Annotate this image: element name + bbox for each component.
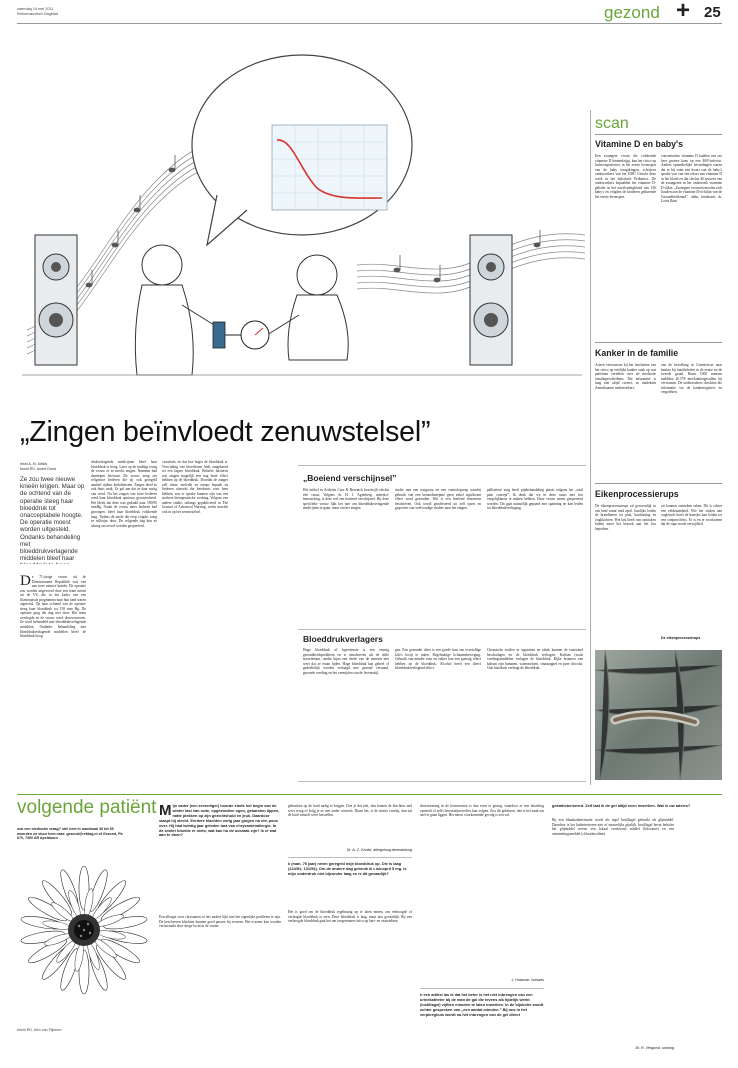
eiken-caption: De eikenprocessierups (661, 636, 701, 640)
question-3-cont: gekatheteriseerd. Zelf laat ik de gel altijd even inwerken. Wat is uw advies? (552, 804, 691, 808)
eiken-title: Eikenprocessierups (595, 489, 679, 499)
article-intro: Ze zou twee nieuwe knieën krijgen. Maar op de ochtend van de operatie steeg haar bloeddruk tot onacceptabele hoogte. De operatie moest worden uitgesteld. Ondanks behandeling met bloeddrukverlagende middelen bleef haar (20, 476, 85, 563)
answer-1-signature: Dr. A. C. Knulst, allergoloog-dermatoloog (346, 848, 412, 852)
article-col-1: De 71-jarige vrouw uit de Dominicaanse Republiek was van aan twee nieuwe knieën. De operatie zou worden uitgevoerd door een team artsen uit de VS, die in het kader van een filantropisch programma naar hun land waren afgereisd. Op haar ochtend van de operatie steeg haar bloeddruk tot 150 mm Hg. De operatie ging die dag niet door. Het team overlegde en de vrouw werd doorverwezen. Ze werd behandeld met bloeddrukverlagende middelen. Ondanks behandeling met bloeddrukverlagende middelen bleef de bloeddruk hoog. (20, 575, 86, 639)
bloeddruk-col-2: gen. Een gezonder dieet is een goede start om overtollige kilo's kwijt te raken. Regelmatige lichaamsbeweging. Gebruik van minder zout en suiker kan een gunstig effect hebben op de bloeddruk. Alcohol heeft een direct bloeddrukverhogend effect. (395, 648, 481, 671)
dropcap: D (20, 575, 31, 589)
scan-col-1: Een zwangere vrouw die voldoende vitamine D binnenkrijgt, kan het risico op luchtweginfecties in het eerste levensjaar van de baby terugdringen, schrijven onderzoekers van het UMC Utrecht deze week in het tijdschrift Pediatrics. De onderzoekers bepaalden het vitamine D-gehalte in het navelstrengbloed van 156 baby's en volgden de kinderen gedurende het eerste levensjaar. (595, 154, 656, 199)
scan-col-2: concentraties vitamine D hadden een zes keer grotere kans op een RSV-infectie. Andere opmerkelijke bevindingen waren dat er bij ruim een kwart van de baby's sprake was van een tekort aan vitamine D in het bloed en dat slechts 46 procent van de zwangeren in het onderzoek vitamine D slikte. „Zwangere vrouwen moeten zich houden aan de vitamine D-richtlijn van de Gezondheidsraad”, aldus kinderarts dr. Louis Bont. (661, 154, 722, 204)
patient-intro: ook een medische vraag? stel hem in maximaal 30 tot 35 woorden en stuur hem naar: gezond@refdag.nl of Gezond, Pb 670, 7300 AR Apeldoorn (17, 827, 123, 841)
byline-photo: beeld RD, André Dorst (20, 467, 56, 471)
answer-1-cont: gebruiken op de huid nadig te krijgen. Doe je dat niet, dan komen de klachten snel weer terug of krijg je ze niet onder controle. Duurt het, is de winter voorbij, dan zal de huid vanzelf weer herstellen. (288, 804, 412, 818)
answer-2-signature: J. Huisman, huisarts (511, 978, 544, 982)
plus-icon: + (676, 0, 691, 24)
scan-title: Vitamine D en baby's (595, 139, 683, 149)
box-dot-rule (298, 464, 586, 467)
eiken-col-2: uit kunnen ontstoken raken. Dit is echter een zeldzaamheid. Wie het stoken aan oogletsels heeft de haartjes kan leiden tot een conjunctivitis. Er is en te voorkomen dat de rups wordt verwijderd. (661, 504, 722, 527)
page-number: 25 (704, 4, 721, 21)
singer-figure (135, 245, 222, 375)
scan-rule (595, 134, 722, 135)
speech-bubble (192, 55, 412, 245)
masthead-paper: Reformatorisch Dagblad (17, 12, 58, 16)
question-1: Mijn vader (een zeventiger) hoorde sinds het begin van de winter last van rode, opgezwollen ogen, gebarsten lippen, natte plekken op zijn gezichtshuid en jeuk. Daardoor slaapt hij slecht. Eerdere klachten vorig jaar gingen na een poos over. Hij had twintig jaar geleden last van chrysantenallergie. In de winter bloeide er niets; wat kan hu de oorzaak zijn? Is er wat aan te doen? (159, 804, 280, 838)
answer-1: Een allergie voor chrysanten of iets anders lijkt niet het eigenlijke probleem te zijn. De beschreven klachten kunnen goed passen bij eczeem. Het eczeem kan worden veroorzaakt door droge lucht in de winter. (159, 915, 281, 929)
bloeddruk-col-3: Chemische stoffen in sigaretten en tabak kunnen de vaatwand beschadigen en de bloeddruk verhogen. Kalium (zoals voedingsmiddelen verlagen de bloeddruk. Rijke bronnen van kalium zijn bananen, watermeloen, sinaasappel en pure chocola. Ook knoflook verlaagt de bloeddruk. (487, 648, 583, 671)
dropcap: M (159, 804, 172, 819)
eiken-rule (595, 483, 722, 484)
main-headline: „Zingen beïnvloedt zenuwstelsel” (20, 416, 431, 448)
bloeddruk-col-1: Hoge bloeddruk of hypertensie is een ernstig gezondheidsprobleem en is omschreven als de stille moordenaar, omdat bijna een derde van de mensen niet weet dat ze eraan lijden. Hoge bloeddruk kan geheel of gedeeltelijk worden verlaagd met gezond verstand, gezonde voeding en het vermijden van de levensstijl. (303, 648, 389, 675)
kanker-title: Kanker in de familie (595, 348, 679, 358)
answer-2: Het is goed om de bloeddruk regelmatig op te laten meten, om verhoogde of verlaagde bloeddruk te zien. Deze bloeddruk is laag, maar niet gevaarlijk. Bij een verhoogde bloeddruk gaat het om toegenomen risico op hart- en vaatziekten. (288, 910, 412, 924)
article-col-4: Het artikel in Arthritis Care & Research beschrijft slechts één casus. Volgens dr. H. J. Agterberg, internist-hematoloog, is deze wel een boeiend verschijnsel. Bij deze specifieke vrouw lijkt het niet om bloeddrukverlagende medicijnen te gaan, maar om het zingen. (303, 488, 389, 511)
speaker-left-icon (35, 235, 77, 365)
blood-pressure-meter-icon (213, 321, 269, 349)
kanker-rule (595, 342, 722, 343)
section-title: gezond (604, 3, 660, 22)
bloeddruk-bottom-rule (298, 780, 586, 783)
flower-photo (17, 852, 152, 1022)
question-2: k (man, 76 jaar) neem geregeld mijn bloeddruk op. Die is laag (124/51; 131/54). Om de andere dag gebruik ik Lisinopril 5 mg. Is mijn onderdruk niet bijzonder laag en is dit gevaarlijk? (288, 862, 407, 876)
patient-section-title: volgende patiënt (17, 797, 157, 818)
photo-credit: beeld RD, Alex van Pijkeren (17, 1028, 62, 1032)
subhead-boeiend: „Boeiend verschijnsel” (303, 473, 397, 483)
kanker-col-1: Artsen vertrouwen bij het inschatten van het risico op erfelijke kanker vaak op wat patiënten vertellen over de medische familiegeschiedenis. Die informatie is lang niet altijd correct, zo ontdekten Amerikaanse onderzoekers. (595, 363, 656, 390)
article-col-3: circulatie, en dus hoe hoger de bloeddruk is. Verwijding van bloedvaten leidt omgekeerd tot een lagere bloeddruk. Behalve luisteren zou zingen mogelijk een nog beter effect hebben op de bloeddruk. Doordat de zanger zelf ritme, melodie en tempo bepaalt en liederen uitzoekt die betekenis voor hem hebben, zou er sprake kunnen zijn van een sterkere therapeutische werking. Volgens een andere studie, onlangs gepubliceerd in The Journal of Advanced Nursing, werkt muziek ook in op het zenuwstelsel. (162, 460, 228, 515)
column-separator (590, 110, 591, 785)
singing-illustration (17, 30, 587, 415)
answer-3-signature: Dr. R. Vergunst, uroloog (635, 1046, 674, 1050)
speaker-right-icon (470, 235, 512, 365)
article-col-2: drukverlagende medicijnen bleef haar bloeddruk te hoog. Later op de middag vroeg de vrouw of ze mocht zingen. Nummer had daartegen bezwaar. De vrouw zong zes religieuze liederen die zij ook geregeld aanhief tijdens kerkdiensten. Zingen deed ze ook thuis vaak. Ze gaf aan dat ze daar rustig van werd. Na het zingen van twee liederen werd haar bloeddruk opnieuw gecontroleerd. Het bleek dat deze was gedaald naar 180/90 mmHg. Nadat de vrouw meer liederen had gezongen, bleef haar bloeddruk voldoende laag. Tijdens de nacht die erop volgde, zong ze stilletjes door. De volgende dag kon ze alsnog succesvol worden geopereerd. (91, 460, 157, 528)
patient-rule (17, 794, 722, 795)
header-rule (17, 23, 722, 24)
q2-dot-rule (288, 856, 412, 859)
q3-dot-rule (420, 987, 544, 990)
eiken-col-1: De eikenprocessierups zit gewoonlijk in ons land vanaf eind april. Jaarlijks leiden de brandharen tot jeuk, huiduitslag en oogklachten. Wie last heeft van ontstoken bulten moet het bezoek aan het bos beperken. (595, 504, 656, 531)
byline-text: tekst A. M. Albkis (20, 462, 48, 466)
doctor-figure (267, 255, 348, 360)
caterpillar-photo (595, 650, 722, 780)
answer-3: Bij een blaaskatheterisatie wordt als regel Instillagel gebruikt als glijmiddel. Daardoor is het katheteriseren niet of nauwelijks pijnlijk. Instillagel bevat behalve het glijmiddel tevens een lokaal verdovend middel (lidocaïne) en een ontsmettingsmiddel (chloorhexidine). (552, 818, 674, 836)
masthead-date: zaterdag 14 mei 2011 (17, 7, 54, 11)
answer-2-cont: doorstroming in de hersenvaten is dan even te gering, waardoor er een duizeling optreedt of zelfs bewustzijnsverlies kan volgen. Zou dit gebeuren, dan is het zaak om snel te gaan liggen. Het meest voorkomende gevolg is een val. (420, 804, 544, 818)
kanker-col-2: van de bevolking in Connecticut naar kanker bij familieleden in de eerste en de tweede graad. Ruim 1000 mensen meldden 20.578 niet-kankergevallen bij verwanten. De onderzoekers checkten die informatie via de kankerregisters en vergeleken. (661, 363, 722, 395)
article-col-6: palliatieve zorg heeft pijnbehandeling plaats volgens het „total pain concept”. Ik denk dat we in deze casus met iets vergelijkbaars te maken hebben. Deze vrouw moest geopereerd worden. Dit gaat natuurlijk gepaard met spanning en kan leiden tot bloeddrukverhoging. (487, 488, 583, 511)
bloeddruk-dot-rule (298, 628, 586, 631)
bloeddruk-title: Bloeddrukverlagers (303, 634, 383, 644)
scan-label: scan (595, 115, 629, 132)
article-col-5: studie met een testgroep en een controlegroep waarbij gebruik van een benzodiazepine geen enkel significant effect werd gevonden. Wel is een boeiend fenomeen beschreven. Ook wordt geadviseerd uit zelf opzet en gegevens van veelvoudige studies naar het zingen. (395, 488, 481, 511)
question-3: n een artikel las ik dat het beter is het niet inbrengen van een urinekatheter bij de man de gal die tevens als tijdelijk werkt (instillagel) vijftien minuten te laten inwerken. In de bijsluiter wordt echter gesproken van „een aantal minuten.” Bij ons in het verpleeghuis wordt na het inbrengen van de gel direct (420, 993, 544, 1017)
